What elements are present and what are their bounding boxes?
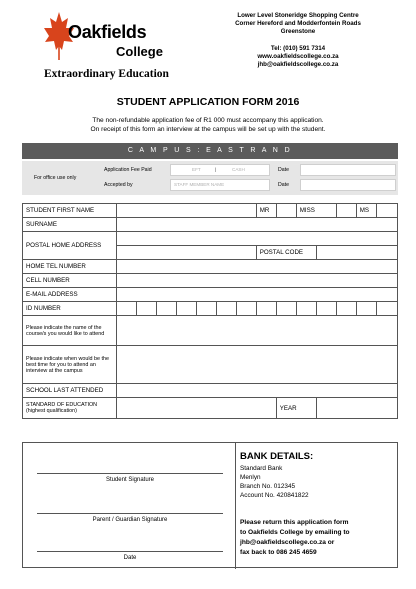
- bank-branch: Menlyn: [240, 474, 261, 481]
- accepted-by-label: Accepted by: [104, 182, 133, 188]
- surname-label: SURNAME: [23, 218, 117, 232]
- postal-code-input[interactable]: [316, 246, 397, 260]
- bank-details-heading: BANK DETAILS:: [240, 451, 314, 462]
- school-input[interactable]: [116, 384, 397, 398]
- education-label: STANDARD OF EDUCATION (highest qualification): [23, 398, 117, 419]
- id-digit-box[interactable]: [136, 302, 156, 316]
- home-tel-label: HOME TEL NUMBER: [23, 260, 117, 274]
- intro-line-2: On receipt of this form an interview at the campus will be set up with the student.: [90, 126, 326, 133]
- home-tel-input[interactable]: [116, 260, 397, 274]
- address-line-3: Greenstone: [280, 28, 316, 35]
- id-digit-box[interactable]: [116, 302, 136, 316]
- campus-banner: C A M P U S : E A S T R A N D: [22, 143, 398, 159]
- mr-label: MR: [256, 204, 276, 218]
- id-digit-box[interactable]: [256, 302, 276, 316]
- postal-address-input[interactable]: [116, 232, 397, 246]
- date-signature-label: Date: [123, 555, 137, 561]
- guardian-signature-line[interactable]: [37, 513, 223, 514]
- miss-label: MISS: [296, 204, 336, 218]
- website: www.oakfieldscollege.co.za: [257, 53, 339, 60]
- interview-time-input[interactable]: [116, 346, 397, 384]
- accepted-date-field[interactable]: [300, 179, 396, 191]
- fee-date-field[interactable]: [300, 164, 396, 176]
- id-number-label: ID NUMBER: [23, 302, 117, 316]
- id-digit-box[interactable]: [316, 302, 336, 316]
- cell-label: CELL NUMBER: [23, 274, 117, 288]
- interview-time-label: Please indicate when would be the best time for you to attend an interview at the campus: [23, 346, 117, 384]
- contact-email: jhb@oakfieldscollege.co.za: [257, 61, 339, 68]
- fee-paid-label: Application Fee Paid: [104, 167, 152, 173]
- first-name-input[interactable]: [116, 204, 256, 218]
- college-logo: [40, 8, 180, 80]
- id-digit-box[interactable]: [356, 302, 376, 316]
- date-label-2: Date: [278, 182, 289, 188]
- telephone: Tel: (010) 591 7314: [270, 45, 326, 52]
- student-signature-line[interactable]: [37, 473, 223, 474]
- account-number: Account No. 420841822: [240, 492, 309, 499]
- contact-address: [214, 12, 382, 69]
- signature-and-bank-section: [22, 442, 398, 568]
- office-use-panel: [22, 161, 398, 195]
- miss-checkbox[interactable]: [336, 204, 356, 218]
- year-input[interactable]: [316, 398, 397, 419]
- first-name-label: STUDENT FIRST NAME: [23, 204, 117, 218]
- date-label: Date: [278, 167, 289, 173]
- date-signature-line[interactable]: [37, 551, 223, 552]
- postal-code-label: POSTAL CODE: [256, 246, 316, 260]
- address-line-2: Corner Hereford and Modderfontein Roads: [235, 20, 361, 27]
- intro-line-1: The non-refundable application fee of R1 000 must accompany this application.: [92, 117, 324, 124]
- return-note-line-1: Please return this application form: [240, 519, 349, 526]
- id-digit-box[interactable]: [216, 302, 236, 316]
- brand-subname: College: [116, 44, 163, 59]
- brand-name: Oakfields: [68, 22, 147, 42]
- mr-checkbox[interactable]: [276, 204, 296, 218]
- id-digit-box[interactable]: [376, 302, 397, 316]
- student-signature-label: Student Signature: [105, 477, 155, 483]
- return-note-line-2: to Oakfields College by emailing to: [240, 529, 350, 536]
- return-note-email[interactable]: jhb@oakfieldscollege.co.za or: [240, 539, 335, 546]
- guardian-signature-label: Parent / Guardian Signature: [92, 517, 168, 523]
- fee-paid-field[interactable]: [170, 164, 270, 176]
- option-separator: |: [215, 167, 217, 172]
- id-digit-box[interactable]: [336, 302, 356, 316]
- id-digit-box[interactable]: [296, 302, 316, 316]
- staff-member-placeholder: STAFF MEMBER NAME: [174, 182, 225, 187]
- education-input[interactable]: [116, 398, 276, 419]
- school-label: SCHOOL LAST ATTENDED: [23, 384, 117, 398]
- id-digit-box[interactable]: [276, 302, 296, 316]
- courses-label: Please indicate the name of the course/s you would like to attend: [23, 316, 117, 346]
- form-intro: [40, 116, 376, 134]
- surname-input[interactable]: [116, 218, 397, 232]
- ms-label: MS: [356, 204, 376, 218]
- return-note-fax: fax back to 086 245 4659: [240, 549, 317, 556]
- bank-name: Standard Bank: [240, 465, 283, 472]
- cash-option[interactable]: CASH: [232, 167, 245, 172]
- id-digit-box[interactable]: [196, 302, 216, 316]
- id-digit-box[interactable]: [156, 302, 176, 316]
- eft-option[interactable]: EFT: [192, 167, 201, 172]
- postal-address-input-2[interactable]: [116, 246, 256, 260]
- id-digit-box[interactable]: [176, 302, 196, 316]
- address-line-1: Lower Level Stoneridge Shopping Centre: [237, 12, 359, 19]
- id-digit-box[interactable]: [236, 302, 256, 316]
- office-use-label: For office use only: [34, 175, 77, 181]
- application-form: [22, 203, 398, 419]
- email-input[interactable]: [116, 288, 397, 302]
- ms-checkbox[interactable]: [376, 204, 397, 218]
- courses-input[interactable]: [116, 316, 397, 346]
- email-label: E-MAIL ADDRESS: [23, 288, 117, 302]
- brand-tagline: Extraordinary Education: [44, 68, 169, 80]
- cell-input[interactable]: [116, 274, 397, 288]
- year-label: YEAR: [276, 398, 316, 419]
- branch-number: Branch No. 012345: [240, 483, 296, 490]
- postal-address-label: POSTAL HOME ADDRESS: [23, 232, 117, 260]
- form-title: STUDENT APPLICATION FORM 2016: [116, 96, 300, 108]
